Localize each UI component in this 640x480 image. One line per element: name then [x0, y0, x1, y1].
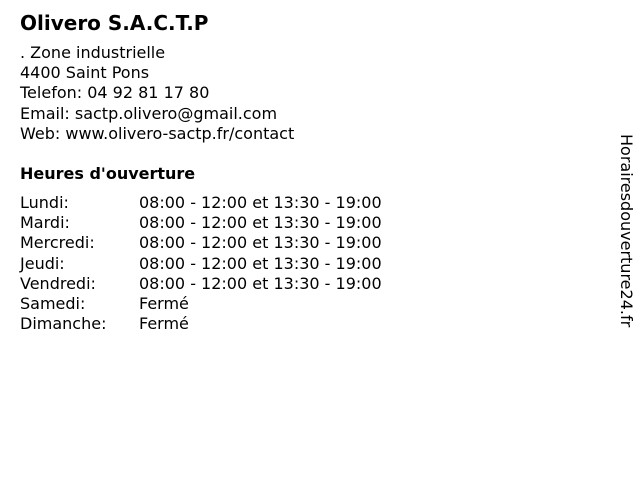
day-label: Jeudi:: [20, 253, 65, 273]
website-text: Web: www.olivero-sactp.fr/contact: [20, 123, 295, 143]
hours-row-tuesday: [20, 213, 382, 233]
address-line2: 4400 Saint Pons: [20, 63, 150, 83]
hours-heading: Heures d'ouverture: [20, 164, 196, 183]
time-value: 08:00 - 12:00 et 13:30 - 19:00: [139, 213, 382, 233]
opening-hours-table: [20, 193, 382, 334]
time-value: 08:00 - 12:00 et 13:30 - 19:00: [139, 193, 382, 212]
time-value: 08:00 - 12:00 et 13:30 - 19:00: [139, 273, 382, 293]
business-name: Olivero S.A.C.T.P: [20, 11, 209, 35]
day-label: Vendredi:: [20, 273, 96, 293]
hours-row-friday: [20, 274, 382, 294]
day-label: Mercredi:: [20, 233, 95, 253]
hours-row-sunday: [20, 314, 382, 334]
hours-row-thursday: [20, 254, 382, 274]
site-watermark: Horairesdouverture24.fr: [617, 134, 636, 328]
email-text: Email: sactp.olivero@gmail.com: [20, 103, 278, 123]
contact-info: [20, 43, 294, 144]
time-value: Fermé: [139, 314, 189, 334]
day-label: Lundi:: [20, 193, 69, 212]
day-label: Mardi:: [20, 213, 70, 233]
time-value: 08:00 - 12:00 et 13:30 - 19:00: [139, 253, 382, 273]
time-value: Fermé: [139, 293, 189, 313]
phone-text: Telefon: 04 92 81 17 80: [20, 83, 210, 103]
day-label: Samedi:: [20, 293, 86, 313]
address-line1: . Zone industrielle: [20, 43, 166, 62]
day-label: Dimanche:: [20, 314, 107, 334]
time-value: 08:00 - 12:00 et 13:30 - 19:00: [139, 233, 382, 253]
hours-row-monday: [20, 193, 382, 213]
hours-row-saturday: [20, 294, 382, 314]
hours-row-wednesday: [20, 233, 382, 253]
